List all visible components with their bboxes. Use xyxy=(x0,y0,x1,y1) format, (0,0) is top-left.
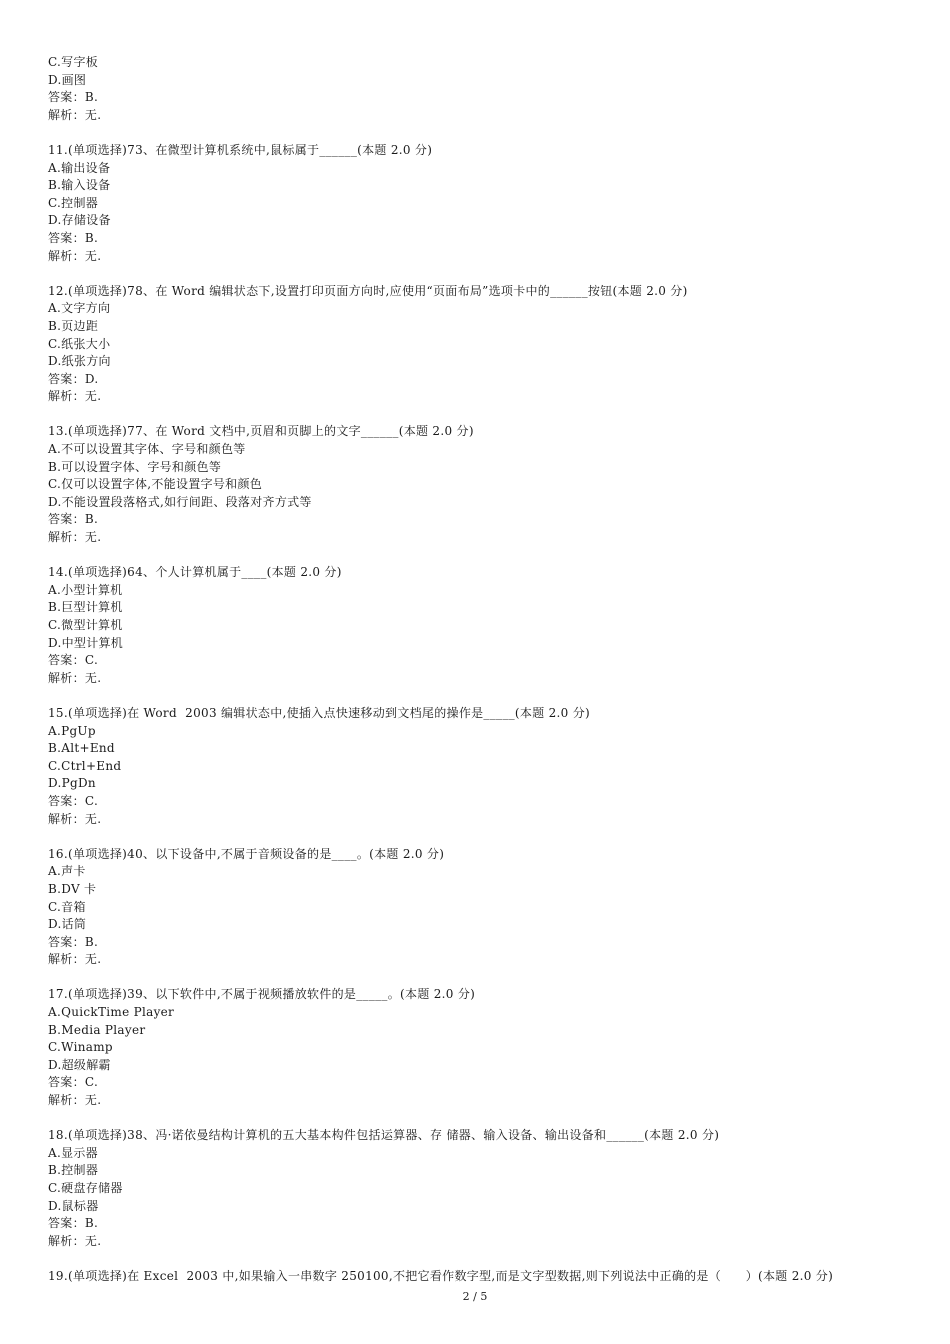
question-title: 13.(单项选择)77、在 Word 文档中,页眉和页脚上的文字______(本题 2.0 分) xyxy=(48,424,474,439)
question-title: 12.(单项选择)78、在 Word 编辑状态下,设置打印页面方向时,应使用“页面布局”选项卡中的______按钮(本题 2.0 分) xyxy=(48,283,688,298)
option-line: B.Media Player xyxy=(48,1022,146,1037)
analysis-line: 解析：无. xyxy=(48,1233,102,1248)
question-block xyxy=(48,1268,908,1286)
spacer xyxy=(48,547,908,565)
option-line: C.控制器 xyxy=(48,195,99,210)
spacer xyxy=(48,406,908,424)
option-line: D.PgDn xyxy=(48,776,96,791)
option-line: A.不可以设置其字体、字号和颜色等 xyxy=(48,442,246,457)
option-line: C.Winamp xyxy=(48,1040,113,1055)
question-block xyxy=(48,986,908,1109)
question-title: 17.(单项选择)39、以下软件中,不属于视频播放软件的是_____。(本题 2.0 分) xyxy=(48,987,476,1002)
analysis-line: 解析：无. xyxy=(48,811,102,826)
option-line: B.输入设备 xyxy=(48,178,111,193)
analysis-line: 解析：无. xyxy=(48,670,102,685)
analysis-line: 解析：无. xyxy=(48,530,102,545)
question-title: 14.(单项选择)64、个人计算机属于____(本题 2.0 分) xyxy=(48,565,342,580)
answer-line: 答案：B. xyxy=(48,1216,99,1231)
option-line: A.显示器 xyxy=(48,1145,98,1160)
option-line: C.微型计算机 xyxy=(48,618,123,632)
option-line: C.硬盘存储器 xyxy=(48,1181,123,1195)
page-number: 2 / 5 xyxy=(462,1290,488,1303)
answer-line: 答案：B. xyxy=(48,934,99,949)
document-page xyxy=(48,54,908,1286)
analysis-line: 解析：无. xyxy=(48,107,102,122)
spacer xyxy=(48,1250,908,1268)
option-line: C.仅可以设置字体,不能设置字号和颜色 xyxy=(48,477,263,492)
spacer xyxy=(48,124,908,142)
option-line: D.鼠标器 xyxy=(48,1198,99,1213)
question-block xyxy=(48,846,908,969)
question-title: 15.(单项选择)在 Word 2003 编辑状态中,使插入点快速移动到文档尾的操作是_____(本题 2.0 分) xyxy=(48,705,590,720)
analysis-line: 解析：无. xyxy=(48,389,102,404)
answer-line: 答案：B. xyxy=(48,512,99,527)
option-line: A.PgUp xyxy=(48,723,96,738)
question-title: 16.(单项选择)40、以下设备中,不属于音频设备的是____。(本题 2.0 分) xyxy=(48,846,445,861)
option-line: D.话筒 xyxy=(48,917,87,932)
option-line: B.Alt+End xyxy=(48,741,115,756)
option-line: B.页边距 xyxy=(48,318,99,333)
option-line: D.画图 xyxy=(48,72,87,87)
answer-line: 答案：B. xyxy=(48,90,99,105)
analysis-line: 解析：无. xyxy=(48,1093,102,1108)
option-line: C.写字板 xyxy=(48,55,99,69)
answer-line: 答案：D. xyxy=(48,371,99,386)
answer-line: 答案：C. xyxy=(48,1075,99,1090)
question-title: 18.(单项选择)38、冯·诺依曼结构计算机的五大基本构件包括运算器、存 储器、输入设备、输出设备和______(本题 2.0 分) xyxy=(48,1128,720,1143)
option-line: D.存储设备 xyxy=(48,213,111,228)
analysis-line: 解析：无. xyxy=(48,952,102,967)
option-line: D.纸张方向 xyxy=(48,354,111,369)
option-line: A.小型计算机 xyxy=(48,582,123,597)
option-line: B.DV 卡 xyxy=(48,881,97,896)
option-line: B.控制器 xyxy=(48,1163,99,1178)
option-line: C.Ctrl+End xyxy=(48,758,122,773)
option-line: A.声卡 xyxy=(48,864,86,879)
option-line: C.纸张大小 xyxy=(48,336,111,351)
spacer xyxy=(48,687,908,705)
answer-line: 答案：C. xyxy=(48,653,99,668)
option-line: D.中型计算机 xyxy=(48,635,124,650)
question-title: 19.(单项选择)在 Excel 2003 中,如果输入一串数字 250100,不把它看作数字型,而是文字型数据,则下列说法中正确的是（ ）(本题 2.0 分) xyxy=(48,1268,834,1283)
top-fragment xyxy=(48,54,908,124)
spacer xyxy=(48,1110,908,1128)
spacer xyxy=(48,969,908,987)
option-line: B.巨型计算机 xyxy=(48,600,123,615)
option-line: D.不能设置段落格式,如行间距、段落对齐方式等 xyxy=(48,494,312,509)
analysis-line: 解析：无. xyxy=(48,248,102,263)
option-line: B.可以设置字体、字号和颜色等 xyxy=(48,459,222,474)
option-line: D.超级解霸 xyxy=(48,1057,111,1072)
question-block xyxy=(48,423,908,546)
option-line: A.文字方向 xyxy=(48,301,111,316)
question-block xyxy=(48,705,908,828)
question-title: 11.(单项选择)73、在微型计算机系统中,鼠标属于______(本题 2.0 分) xyxy=(48,142,433,157)
spacer xyxy=(48,265,908,283)
question-block xyxy=(48,564,908,687)
question-block xyxy=(48,283,908,406)
question-block xyxy=(48,1127,908,1250)
option-line: C.音箱 xyxy=(48,899,86,914)
answer-line: 答案：B. xyxy=(48,230,99,245)
question-block xyxy=(48,142,908,265)
spacer xyxy=(48,828,908,846)
option-line: A.输出设备 xyxy=(48,160,111,175)
answer-line: 答案：C. xyxy=(48,793,99,808)
option-line: A.QuickTime Player xyxy=(48,1005,175,1020)
